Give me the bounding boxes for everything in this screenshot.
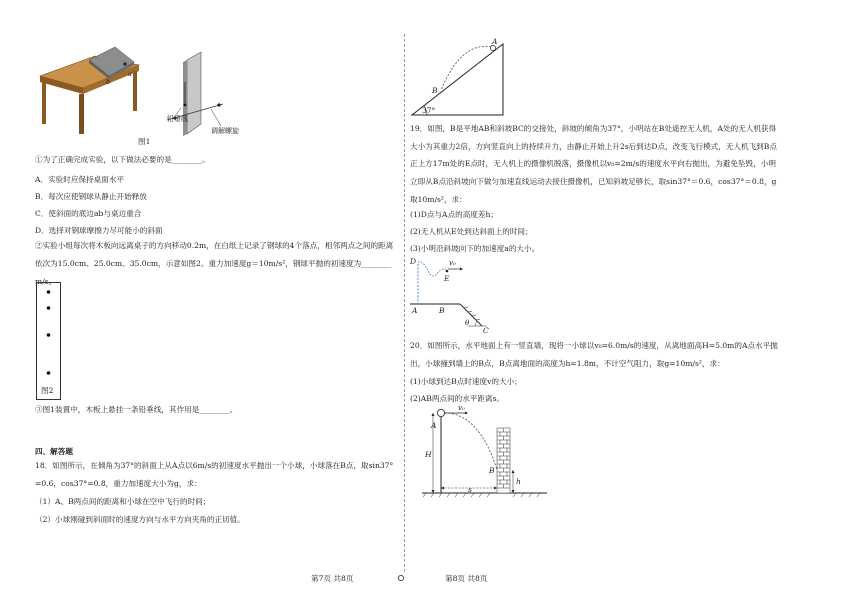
label-e: E: [444, 274, 450, 283]
figure-q19: [406, 254, 496, 336]
label-theta: θ: [465, 319, 470, 327]
label-b: B: [432, 86, 438, 95]
q17-part1: ①为了正确完成实验，以下做法必要的是________。: [35, 155, 210, 164]
footer-right-page-number: 第8页 共8页: [445, 574, 488, 583]
label-c: C: [483, 326, 489, 335]
label-h-wall: h: [516, 477, 521, 486]
q18-sub2: （2）小球刚碰到斜面时的速度方向与水平方向夹角的正切值。: [35, 515, 245, 524]
option-b: B．每次应使钢球从静止开始释放: [35, 192, 147, 201]
label-a: a: [128, 70, 132, 78]
label-v0: v₀: [449, 259, 456, 267]
label-h-total: H: [425, 450, 432, 459]
figure-1-caption: 图1: [138, 137, 151, 146]
label-b: B: [489, 466, 495, 475]
q20-stem: 20．如图所示，水平地面上有一竖直墙，现将一小球以v₀=6.0m/s的速度，从离地面高H=5.0m的A点水平抛出，小球撞到墙上的B点，B点离地面的高度为h=1.8m，不计空气阻力，取g=10m/s²，求：: [410, 341, 778, 368]
label-a: A: [492, 37, 498, 46]
q17-part3: ③图1装置中，木板上悬挂一条铅垂线，其作用是________。: [35, 405, 238, 414]
brick-wall: [497, 428, 510, 493]
label-a: A: [431, 421, 437, 430]
q20-sub1: (1)小球到达B点时速度v的大小；: [410, 377, 522, 386]
figure-q20: [416, 404, 550, 502]
figure-2-caption: 图2: [41, 386, 54, 395]
label-adjust-screw: 调解螺旋: [211, 127, 239, 135]
label-plumb-line: 铅垂线: [167, 115, 188, 123]
q20-sub2: (2)AB两点间的水平距离s。: [410, 394, 505, 403]
landing-dots: [37, 283, 60, 399]
section-title: 四、解答题: [35, 447, 73, 456]
q19-sub2: (2)无人机从E处到达斜面上的时间；: [410, 227, 533, 236]
option-c: C．使斜面的底边ab与桌边重合: [35, 209, 142, 218]
label-d: D: [410, 257, 417, 266]
circle-icon: [397, 574, 405, 582]
footer-left-page-number: 第7页 共8页: [311, 574, 354, 583]
q19-sub3: (3)小明沿斜坡向下的加速度a的大小。: [410, 244, 540, 253]
q17-part2: ②实验小组每次将木板向远离桌子的方向移动0.2m，在白纸上记录了钢球的4个落点，相邻两点之间的距离依次为15.0cm、25.0cm、35.0cm，示意如图2。重力加速度g＝10m/s²，钢球平抛的初速度为________m/s。: [35, 241, 394, 286]
option-d: D．选择对钢球摩擦力尽可能小的斜面: [35, 226, 163, 235]
label-a: A: [412, 306, 418, 315]
label-v0: v₀: [458, 404, 465, 412]
figure-q18-incline: [405, 34, 515, 120]
q19-sub1: (1)D点与A点的高度差h；: [410, 210, 498, 219]
q18-stem: 18．如图所示，在倾角为37°的斜面上从A点以6m/s的初速度水平抛出一个小球，小球落在B点，取sin37°=0.6，cos37°=0.8，重力加速度大小为g，求：: [35, 461, 394, 488]
table-drawing: [40, 47, 139, 134]
option-a: A．实验时应保持桌面水平: [35, 175, 125, 184]
vertical-board-drawing: [167, 52, 223, 136]
q19-stem: 19．如图，B是平地AB和斜坡BC的交接处，斜坡的倾角为37°，小明站在B处遥控无人机，A处的无人机获得大小为其重力2倍，方向竖直向上的持续升力，由静止开始上升2s后到达D点，改变飞行模式，无人机飞到B点正上方17m处的E点时，无人机上的摄像机脱落，摄像机以v₀=2m/s的速度水平向右抛出，为避免坠毁，小明立即从B点沿斜坡向下做匀加速直线运动去接住摄像机，已知斜坡足够长，取sin37°＝0.6，cos37°＝0.8，g取10m/s²，求：: [410, 124, 777, 204]
label-b: B: [439, 306, 445, 315]
label-b: b: [106, 78, 111, 86]
label-s: s: [468, 485, 472, 494]
figure-1: [35, 38, 255, 150]
label-angle: 37°: [422, 106, 436, 115]
q18-sub1: （1）A、B两点间的距离和小球在空中飞行的时间；: [35, 497, 211, 506]
figure-2: [36, 282, 61, 400]
